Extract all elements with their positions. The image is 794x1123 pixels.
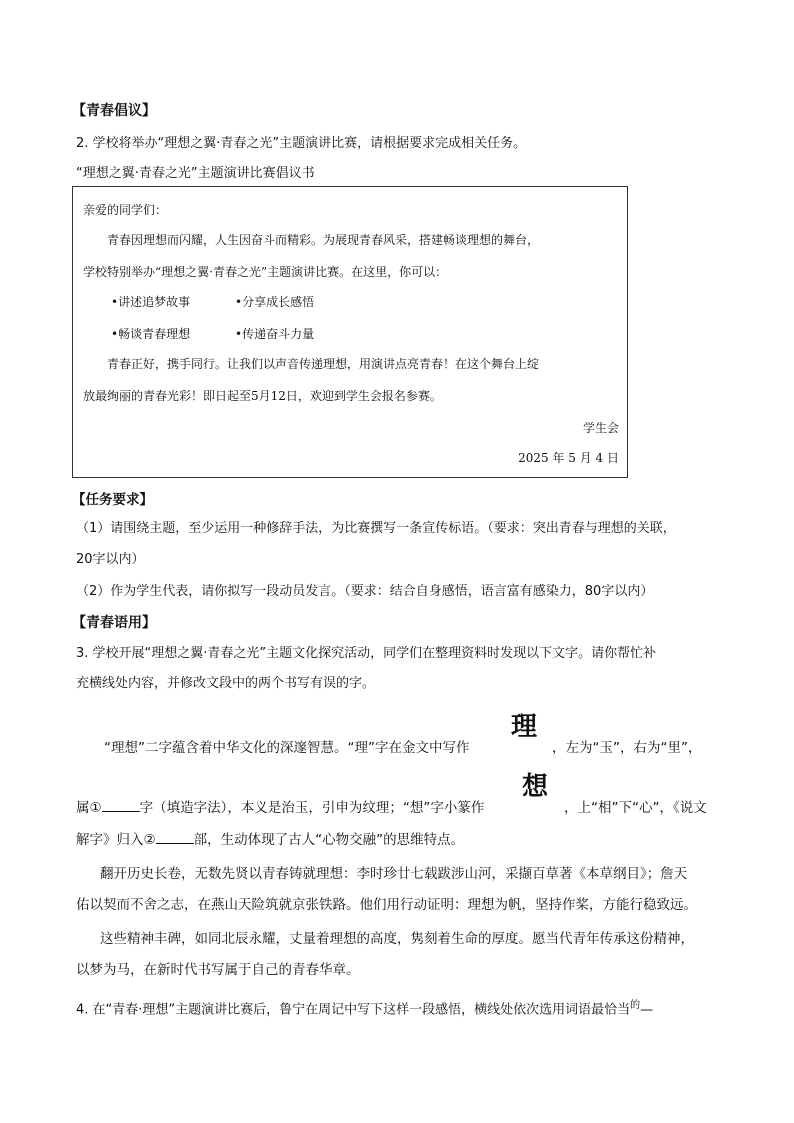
passage-p2-line-b: 佑以契而不舍之志，在燕山天险筑就京张铁路。他们用行动证明：理想为帆，坚持作桨，方能行稳致远。 [76,897,697,913]
passage-p1-line-b: 属① 字（填造字法），本义是治玉，引申为纹理；“想”字小篆作 [76,796,484,816]
passage-p2-line-a: 翻开历史长卷，无数先贤以青春铸就理想：李时珍廿七载跋涉山河，采撷百草著《本草纲目》；詹天 [100,866,688,882]
passage-p1-line-c: 解字》归入② 部，生动体现了古人“心物交融”的思维特点。 [76,828,464,848]
passage-p1-line-a: “理想”二字蕴含着中华文化的深邃智慧。“理”字在金文中写作 [104,740,470,756]
letter-bullet: •传递奋斗力量 [235,327,315,341]
blank-2-underline[interactable] [156,829,194,844]
letter-bullet: •分享成长感悟 [235,295,315,309]
task-1-line-a: （1）请围绕主题，至少运用一种修辞手法，为比赛撰写一条宣传标语。（要求：突出青春与理想的关联， [76,521,676,536]
initiative-letter-box [72,186,628,478]
section-title-youth-initiative: 【青春倡议】 [72,103,156,119]
letter-paragraph-1a: 青春因理想而闪耀，人生因奋斗而精彩。为展现青春风采，搭建畅谈理想的舞台， [107,233,540,247]
letter-signer: 学生会 [582,421,619,435]
task-1-line-b: 20字以内） [76,552,145,567]
seal-script-xiang-glyph: 想 [522,772,549,802]
passage-p1-line-b-tail: ，上“相”下“心”，《说文 [564,800,707,816]
task-requirements-title: 【任务要求】 [72,492,153,508]
blank-1-underline[interactable] [102,797,140,812]
letter-paragraph-2b: 放最绚丽的青春光彩！即日起至5月12日，欢迎到学生会报名参赛。 [83,389,442,403]
letter-paragraph-1b: 学校特别举办“理想之翼·青春之光”主题演讲比赛。在这里，你可以： [83,265,448,279]
question-4-stem: 4. 在“青春·理想”主题演讲比赛后，鲁宁在周记中写下这样一段感悟，横线处依次选用词语最恰当$^的$— [76,1000,654,1018]
question-3-stem-b: 充横线处内容，并修改文段中的两个书写有误的字。 [76,676,376,691]
letter-date: 2025 年 5 月 4 日 [518,451,619,465]
letter-paragraph-2a: 青春正好，携手同行。让我们以声音传递理想，用演讲点亮青春！在这个舞台上绽 [107,357,540,371]
question-3-stem-a: 3. 学校开展“理想之翼·青春之光”主题文化探究活动，同学们在整理资料时发现以下文字。请你帮忙补 [76,646,657,661]
passage-p3-line-a: 这些精神丰碑，如同北辰永耀，丈量着理想的高度，隽刻着生命的厚度。愿当代青年传承这份精神， [100,931,694,947]
question-2-stem: 2. 学校将举办“理想之翼·青春之光”主题演讲比赛，请根据要求完成相关任务。 [76,136,527,151]
letter-bullet: •畅谈青春理想 [111,327,191,341]
initiative-doc-title: “理想之翼·青春之光”主题演讲比赛倡议书 [76,166,315,181]
letter-greeting: 亲爱的同学们： [83,203,168,217]
bronze-script-li-glyph: 理 [511,712,538,742]
passage-p3-line-b: 以梦为马，在新时代书写属于自己的青春华章。 [76,962,360,978]
passage-p1-line-a-tail: ，左为“玉”，右为“里”， [552,740,702,756]
letter-bullet: •讲述追梦故事 [111,295,191,309]
section-title-youth-usage: 【青春语用】 [72,615,156,631]
task-2: （2）作为学生代表，请你拟写一段动员发言。（要求：结合自身感悟，语言富有感染力，80字以内） [76,584,654,599]
